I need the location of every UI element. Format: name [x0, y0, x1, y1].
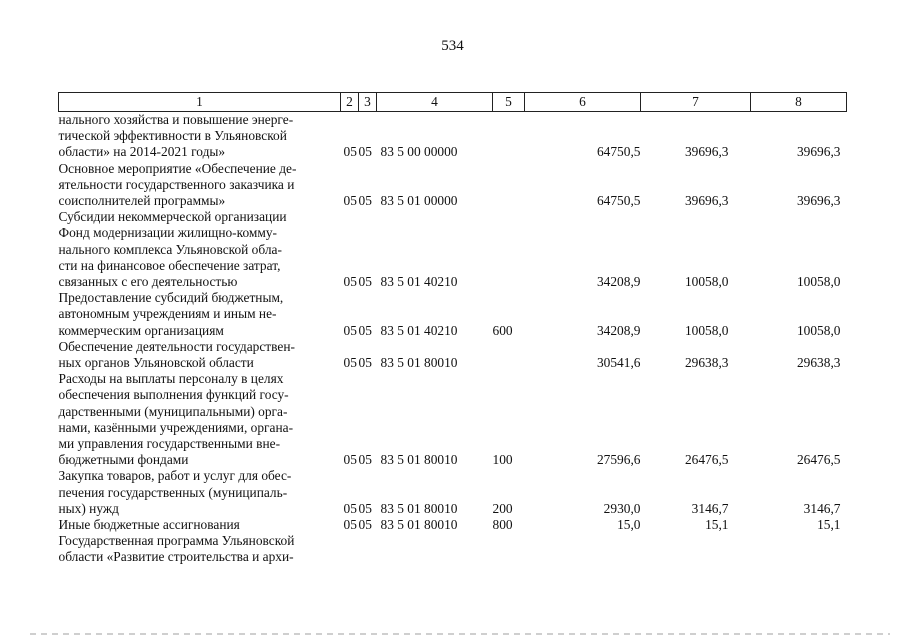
header-col-1: 1	[59, 93, 341, 112]
row-amount-col8	[751, 161, 847, 177]
row-description: нами, казёнными учреждениями, органа-	[58, 419, 294, 435]
table-row	[59, 144, 847, 160]
row-amount-col6	[525, 306, 641, 322]
row-amount-col7	[641, 177, 751, 193]
table-row	[59, 468, 847, 484]
row-target-article	[377, 290, 493, 306]
row-subsection-code	[359, 468, 377, 484]
header-col-5: 5	[493, 93, 525, 112]
row-amount-col8	[751, 549, 847, 565]
row-amount-col7	[641, 549, 751, 565]
row-target-article	[377, 533, 493, 549]
table-row	[59, 274, 847, 290]
row-target-article: 83 5 01 40210	[380, 274, 458, 290]
row-description: ятельности государственного заказчика и	[58, 176, 295, 192]
row-section-code	[341, 339, 359, 355]
row-description: Предоставление субсидий бюджетным,	[58, 290, 284, 306]
row-target-article: 83 5 01 80010	[380, 355, 458, 371]
row-subsection-code	[359, 242, 377, 258]
row-amount-col6: 15,0	[617, 517, 641, 533]
table-header	[59, 93, 847, 112]
row-amount-col7	[641, 112, 751, 129]
row-subsection-code: 05	[358, 274, 372, 290]
row-section-code: 05	[343, 452, 357, 468]
row-amount-col6	[525, 549, 641, 565]
row-target-article	[377, 161, 493, 177]
row-amount-col7	[641, 209, 751, 225]
page-number: 534	[441, 38, 464, 54]
row-expense-type	[493, 128, 525, 144]
row-subsection-code	[359, 420, 377, 436]
row-section-code	[341, 290, 359, 306]
row-expense-type	[493, 274, 525, 290]
table-row	[59, 225, 847, 241]
table-row	[59, 161, 847, 177]
row-description: Субсидии некоммерческой организации	[58, 209, 287, 225]
row-section-code	[341, 549, 359, 565]
table-row	[59, 306, 847, 322]
header-col-3: 3	[359, 93, 377, 112]
row-target-article	[377, 128, 493, 144]
row-amount-col8: 29638,3	[796, 355, 841, 371]
row-amount-col7: 39696,3	[684, 193, 729, 209]
row-amount-col7: 15,1	[705, 517, 729, 533]
row-amount-col6	[525, 339, 641, 355]
row-expense-type: 200	[492, 500, 513, 516]
row-amount-col8	[751, 242, 847, 258]
row-amount-col8	[751, 290, 847, 306]
row-expense-type	[493, 355, 525, 371]
row-target-article	[377, 258, 493, 274]
row-amount-col7: 39696,3	[684, 144, 729, 160]
row-expense-type	[493, 193, 525, 209]
row-section-code: 05	[343, 193, 357, 209]
table-row	[59, 242, 847, 258]
row-section-code: 05	[343, 322, 357, 338]
row-section-code	[341, 387, 359, 403]
row-amount-col8	[751, 177, 847, 193]
table-row	[59, 420, 847, 436]
row-amount-col7	[641, 468, 751, 484]
row-subsection-code: 05	[358, 517, 372, 533]
row-target-article: 83 5 00 00000	[380, 144, 458, 160]
row-subsection-code	[359, 306, 377, 322]
row-amount-col6	[525, 242, 641, 258]
row-amount-col7: 3146,7	[691, 500, 729, 516]
row-section-code	[341, 225, 359, 241]
row-expense-type: 800	[492, 517, 513, 533]
row-amount-col6	[525, 436, 641, 452]
row-expense-type	[493, 258, 525, 274]
row-section-code: 05	[343, 355, 357, 371]
table-row	[59, 193, 847, 209]
table-row	[59, 355, 847, 371]
row-target-article	[377, 387, 493, 403]
row-expense-type	[493, 112, 525, 129]
row-subsection-code	[359, 177, 377, 193]
row-description: соисполнителей программы»	[58, 193, 226, 209]
table-row	[59, 549, 847, 565]
row-description: тической эффективности в Ульяновской	[58, 128, 287, 144]
row-expense-type	[493, 549, 525, 565]
row-section-code	[341, 177, 359, 193]
table-row	[59, 258, 847, 274]
row-subsection-code	[359, 161, 377, 177]
row-amount-col8	[751, 258, 847, 274]
table-row	[59, 387, 847, 403]
row-amount-col7	[641, 258, 751, 274]
table-row	[59, 501, 847, 517]
row-amount-col8	[751, 404, 847, 420]
row-target-article	[377, 339, 493, 355]
row-expense-type	[493, 242, 525, 258]
row-amount-col6	[525, 177, 641, 193]
row-amount-col6	[525, 420, 641, 436]
row-subsection-code: 05	[358, 500, 372, 516]
row-section-code	[341, 436, 359, 452]
row-amount-col8	[751, 387, 847, 403]
row-subsection-code	[359, 387, 377, 403]
row-amount-col8: 26476,5	[796, 452, 841, 468]
budget-table	[58, 92, 847, 566]
row-subsection-code	[359, 485, 377, 501]
row-amount-col8	[751, 420, 847, 436]
scan-artifact-line	[30, 633, 890, 635]
row-description: автономным учреждениям и иным не-	[58, 306, 277, 322]
row-amount-col6	[525, 161, 641, 177]
row-description: Государственная программа Ульяновской	[58, 533, 295, 549]
table-row	[59, 339, 847, 355]
row-amount-col7	[641, 420, 751, 436]
row-amount-col6	[525, 371, 641, 387]
row-subsection-code	[359, 112, 377, 129]
row-amount-col7: 26476,5	[684, 452, 729, 468]
row-subsection-code	[359, 339, 377, 355]
table-row	[59, 177, 847, 193]
row-amount-col7: 10058,0	[684, 322, 729, 338]
row-description: дарственными (муниципальными) орга-	[58, 403, 288, 419]
row-target-article	[377, 549, 493, 565]
row-description: Основное мероприятие «Обеспечение де-	[58, 160, 297, 176]
row-description: ных) нужд	[58, 500, 119, 516]
row-amount-col6: 64750,5	[596, 193, 641, 209]
row-section-code: 05	[343, 500, 357, 516]
row-target-article: 83 5 01 00000	[380, 193, 458, 209]
row-amount-col7	[641, 387, 751, 403]
row-amount-col8	[751, 339, 847, 355]
row-expense-type	[493, 436, 525, 452]
row-description: печения государственных (муниципаль-	[58, 484, 288, 500]
row-target-article	[377, 420, 493, 436]
table-row	[59, 533, 847, 549]
row-description: Закупка товаров, работ и услуг для обес-	[58, 468, 292, 484]
row-amount-col7: 10058,0	[684, 274, 729, 290]
row-description: нального хозяйства и повышение энерге-	[58, 112, 294, 127]
row-subsection-code	[359, 404, 377, 420]
row-section-code	[341, 468, 359, 484]
row-subsection-code	[359, 436, 377, 452]
row-section-code: 05	[343, 517, 357, 533]
row-amount-col8	[751, 225, 847, 241]
row-section-code	[341, 485, 359, 501]
table-row	[59, 128, 847, 144]
row-expense-type: 600	[492, 322, 513, 338]
row-amount-col8	[751, 436, 847, 452]
table-row	[59, 112, 847, 129]
row-amount-col7	[641, 404, 751, 420]
row-subsection-code	[359, 549, 377, 565]
row-expense-type	[493, 144, 525, 160]
row-subsection-code: 05	[358, 193, 372, 209]
row-subsection-code: 05	[358, 355, 372, 371]
row-section-code	[341, 404, 359, 420]
header-col-8: 8	[751, 93, 847, 112]
row-expense-type	[493, 306, 525, 322]
row-subsection-code	[359, 371, 377, 387]
row-amount-col6: 64750,5	[596, 144, 641, 160]
header-col-7: 7	[641, 93, 751, 112]
row-amount-col6	[525, 128, 641, 144]
row-amount-col8	[751, 128, 847, 144]
row-description: Иные бюджетные ассигнования	[58, 517, 240, 533]
row-target-article	[377, 225, 493, 241]
row-amount-col8	[751, 209, 847, 225]
row-section-code	[341, 533, 359, 549]
row-amount-col8: 3146,7	[803, 500, 841, 516]
row-amount-col8: 10058,0	[796, 274, 841, 290]
row-expense-type	[493, 387, 525, 403]
row-target-article: 83 5 01 80010	[380, 452, 458, 468]
header-col-6: 6	[525, 93, 641, 112]
row-expense-type	[493, 533, 525, 549]
row-subsection-code: 05	[358, 322, 372, 338]
row-description: Расходы на выплаты персоналу в целях	[58, 371, 284, 387]
row-section-code: 05	[343, 144, 357, 160]
row-target-article	[377, 371, 493, 387]
row-subsection-code	[359, 290, 377, 306]
row-expense-type	[493, 209, 525, 225]
row-subsection-code	[359, 533, 377, 549]
table-row	[59, 452, 847, 468]
row-target-article: 83 5 01 80010	[380, 517, 458, 533]
row-expense-type	[493, 485, 525, 501]
row-amount-col6	[525, 258, 641, 274]
row-amount-col6	[525, 387, 641, 403]
row-target-article: 83 5 01 80010	[380, 500, 458, 516]
table-row	[59, 404, 847, 420]
row-target-article	[377, 404, 493, 420]
row-target-article	[377, 112, 493, 129]
row-amount-col7	[641, 128, 751, 144]
row-amount-col8	[751, 112, 847, 129]
row-amount-col6: 34208,9	[596, 274, 641, 290]
row-amount-col8: 15,1	[817, 517, 841, 533]
row-amount-col8: 39696,3	[796, 144, 841, 160]
row-amount-col8	[751, 371, 847, 387]
header-col-2: 2	[341, 93, 359, 112]
row-description: нального комплекса Ульяновской обла-	[58, 241, 282, 257]
row-expense-type: 100	[492, 452, 513, 468]
row-amount-col7	[641, 485, 751, 501]
row-expense-type	[493, 468, 525, 484]
row-subsection-code	[359, 128, 377, 144]
row-amount-col7	[641, 161, 751, 177]
header-col-4: 4	[377, 93, 493, 112]
row-target-article	[377, 209, 493, 225]
row-amount-col6	[525, 404, 641, 420]
row-amount-col7	[641, 225, 751, 241]
row-amount-col6	[525, 209, 641, 225]
row-amount-col6	[525, 533, 641, 549]
row-description: коммерческим организациям	[58, 322, 224, 338]
row-expense-type	[493, 420, 525, 436]
row-subsection-code	[359, 258, 377, 274]
row-expense-type	[493, 161, 525, 177]
row-section-code	[341, 128, 359, 144]
row-amount-col7	[641, 371, 751, 387]
row-amount-col8: 10058,0	[796, 322, 841, 338]
row-amount-col7	[641, 306, 751, 322]
row-amount-col8: 39696,3	[796, 193, 841, 209]
row-amount-col6	[525, 225, 641, 241]
row-amount-col7	[641, 436, 751, 452]
row-description: бюджетными фондами	[58, 452, 189, 468]
row-amount-col7	[641, 533, 751, 549]
table-row	[59, 209, 847, 225]
row-amount-col6	[525, 485, 641, 501]
row-expense-type	[493, 371, 525, 387]
row-target-article	[377, 436, 493, 452]
row-expense-type	[493, 404, 525, 420]
row-subsection-code: 05	[358, 144, 372, 160]
row-amount-col8	[751, 306, 847, 322]
row-description: Обеспечение деятельности государствен-	[58, 338, 295, 354]
row-section-code	[341, 371, 359, 387]
row-amount-col6	[525, 112, 641, 129]
row-section-code	[341, 258, 359, 274]
row-amount-col7	[641, 290, 751, 306]
row-subsection-code	[359, 209, 377, 225]
row-amount-col7	[641, 339, 751, 355]
row-amount-col6: 2930,0	[603, 500, 641, 516]
row-description: связанных с его деятельностью	[58, 274, 238, 290]
row-target-article	[377, 177, 493, 193]
table-row	[59, 436, 847, 452]
table-body	[59, 112, 847, 566]
row-expense-type	[493, 339, 525, 355]
row-description: области» на 2014-2021 годы»	[58, 144, 226, 160]
row-target-article	[377, 485, 493, 501]
row-amount-col8	[751, 533, 847, 549]
header-row	[59, 93, 847, 112]
row-description: области «Развитие строительства и архи-	[58, 549, 294, 565]
row-amount-col6: 27596,6	[596, 452, 641, 468]
table-row	[59, 485, 847, 501]
row-amount-col8	[751, 485, 847, 501]
row-expense-type	[493, 177, 525, 193]
row-expense-type	[493, 290, 525, 306]
row-amount-col7	[641, 242, 751, 258]
row-subsection-code: 05	[358, 452, 372, 468]
row-section-code	[341, 209, 359, 225]
row-section-code	[341, 420, 359, 436]
row-section-code	[341, 242, 359, 258]
table-row	[59, 517, 847, 533]
table-row	[59, 323, 847, 339]
row-section-code: 05	[343, 274, 357, 290]
row-description: обеспечения выполнения функций госу-	[58, 387, 289, 403]
row-target-article	[377, 468, 493, 484]
row-amount-col8	[751, 468, 847, 484]
row-section-code	[341, 306, 359, 322]
row-description: сти на финансовое обеспечение затрат,	[58, 257, 281, 273]
row-amount-col6: 30541,6	[596, 355, 641, 371]
row-description: ми управления государственными вне-	[58, 436, 281, 452]
row-section-code	[341, 112, 359, 129]
row-amount-col6: 34208,9	[596, 322, 641, 338]
row-amount-col6	[525, 290, 641, 306]
table-row	[59, 371, 847, 387]
row-description: Фонд модернизации жилищно-комму-	[58, 225, 278, 241]
row-section-code	[341, 161, 359, 177]
row-description: ных органов Ульяновской области	[58, 355, 254, 371]
row-target-article	[377, 242, 493, 258]
table-row	[59, 290, 847, 306]
row-subsection-code	[359, 225, 377, 241]
row-target-article	[377, 306, 493, 322]
row-amount-col7: 29638,3	[684, 355, 729, 371]
row-amount-col6	[525, 468, 641, 484]
row-expense-type	[493, 225, 525, 241]
row-target-article: 83 5 01 40210	[380, 322, 458, 338]
